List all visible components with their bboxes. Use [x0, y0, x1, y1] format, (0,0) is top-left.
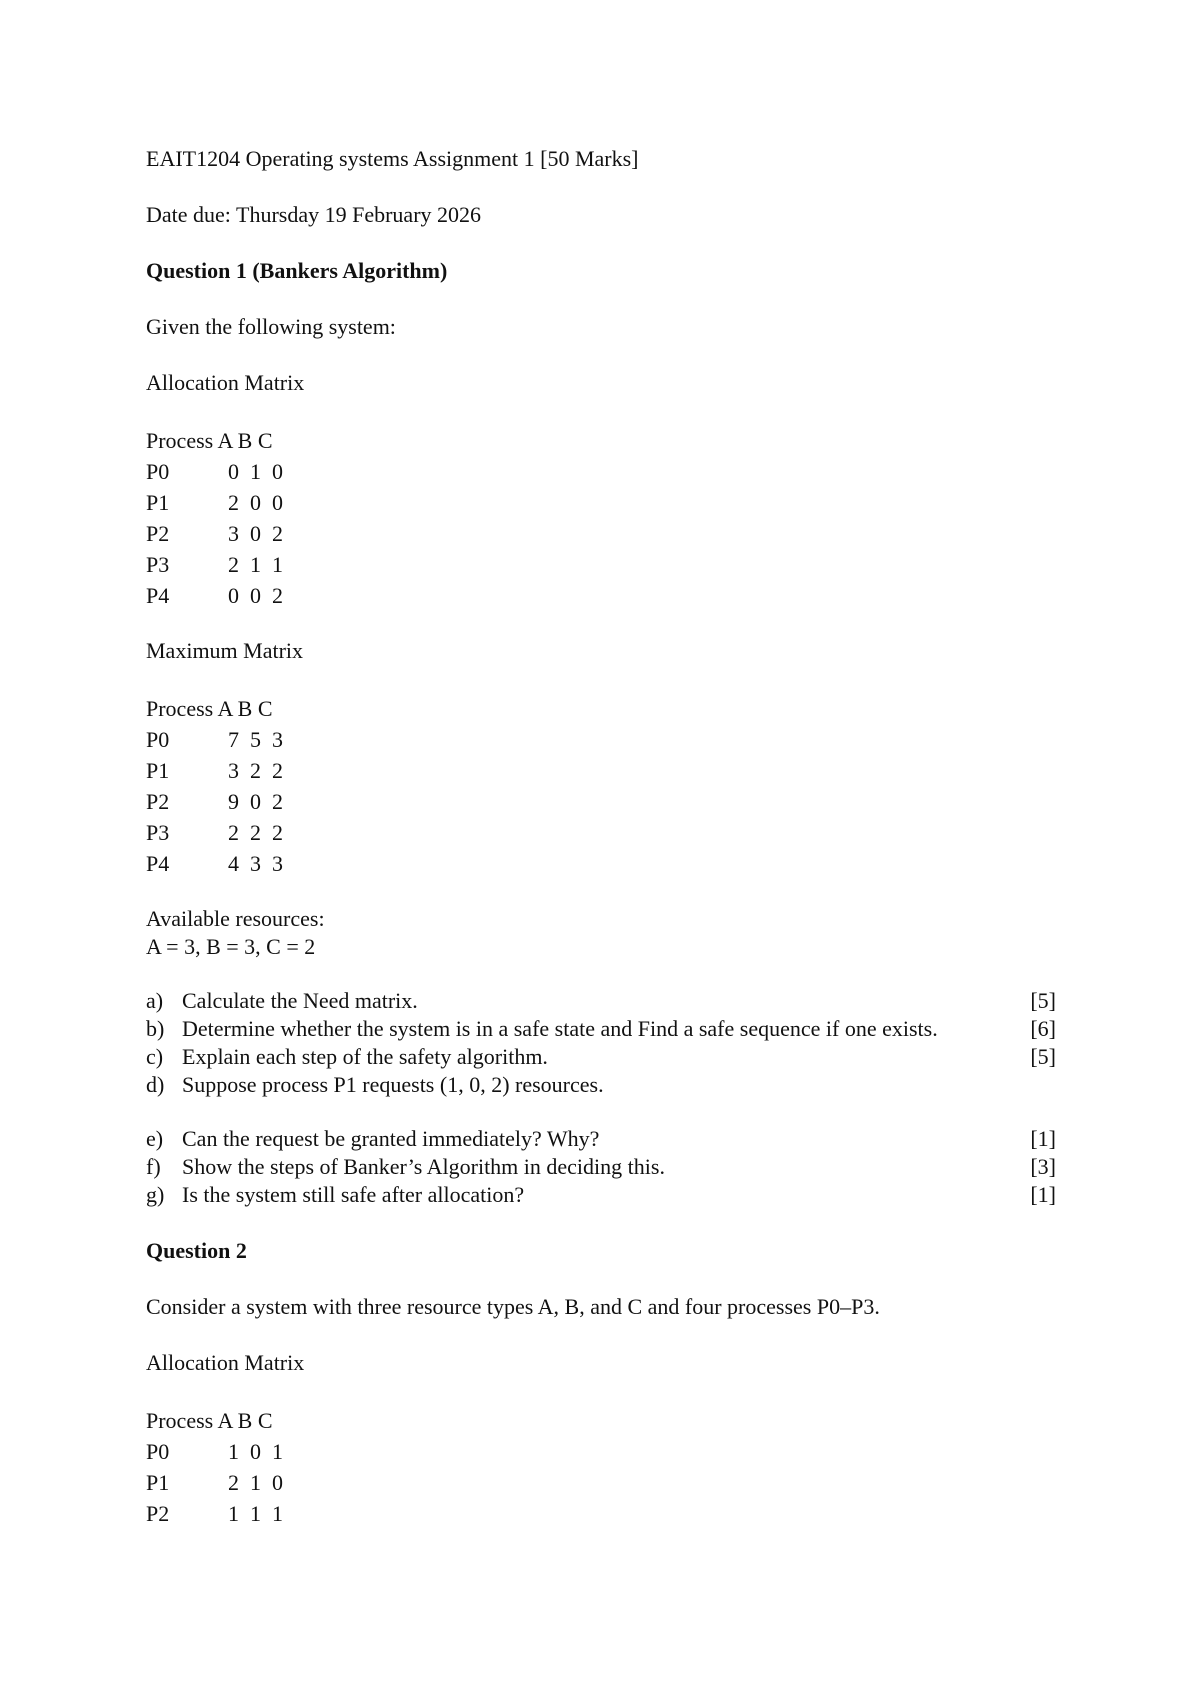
date-due: Date due: Thursday 19 February 2026 [146, 202, 482, 227]
matrix-row: P1 3 2 2 [146, 758, 283, 783]
marks-label: [1] [1030, 1126, 1056, 1151]
matrix-header: Process A B C [146, 696, 273, 721]
matrix-row: P4 0 0 2 [146, 583, 283, 608]
list-item: f) Show the steps of Banker’s Algorithm in deciding this. [3] [146, 1154, 1056, 1179]
list-item: b) Determine whether the system is in a safe state and Find a safe sequence if one exists. [6] [146, 1016, 1056, 1041]
document-page [146, 145, 1056, 1529]
maximum-matrix [146, 693, 1056, 879]
matrix-row: P4 4 3 3 [146, 851, 283, 876]
matrix-row: P2 9 0 2 [146, 789, 283, 814]
matrix-row: P2 3 0 2 [146, 521, 283, 546]
question-1-heading: Question 1 (Bankers Algorithm) [146, 258, 448, 283]
marks-label: [1] [1030, 1182, 1056, 1207]
matrix-row: P2 1 1 1 [146, 1501, 283, 1526]
assignment-title: EAIT1204 Operating systems Assignment 1 [50 Marks] [146, 146, 639, 171]
list-item: g) Is the system still safe after allocation? [1] [146, 1182, 1056, 1207]
marks-label: [6] [1030, 1016, 1056, 1041]
matrix-row: P0 1 0 1 [146, 1439, 283, 1464]
allocation-matrix [146, 1405, 1056, 1529]
question-1-intro: Given the following system: [146, 314, 396, 339]
maximum-matrix-label: Maximum Matrix [146, 638, 304, 663]
question-1 [146, 257, 1056, 1209]
matrix-row: P1 2 1 0 [146, 1470, 283, 1495]
allocation-matrix [146, 425, 1056, 611]
allocation-matrix-label: Allocation Matrix [146, 1350, 305, 1375]
available-resources-values: A = 3, B = 3, C = 2 [146, 934, 316, 959]
marks-label: [3] [1030, 1154, 1056, 1179]
question-1-request-parts-list [146, 1125, 1056, 1209]
list-item: c) Explain each step of the safety algorithm. [5] [146, 1044, 1056, 1069]
list-item: a) Calculate the Need matrix. [5] [146, 988, 1056, 1013]
marks-label: [5] [1030, 988, 1056, 1013]
matrix-row: P3 2 1 1 [146, 552, 283, 577]
allocation-matrix-label: Allocation Matrix [146, 370, 305, 395]
question-2 [146, 1237, 1056, 1529]
available-resources-label: Available resources: [146, 906, 325, 931]
marks-label: [5] [1030, 1044, 1056, 1069]
matrix-row: P0 7 5 3 [146, 727, 283, 752]
question-1-parts-list [146, 987, 1056, 1099]
matrix-row: P1 2 0 0 [146, 490, 283, 515]
question-2-heading: Question 2 [146, 1238, 247, 1263]
matrix-row: P0 0 1 0 [146, 459, 283, 484]
list-item: e) Can the request be granted immediately? Why? [1] [146, 1126, 1056, 1151]
matrix-header: Process A B C [146, 1408, 273, 1433]
matrix-row: P3 2 2 2 [146, 820, 283, 845]
list-item: d) Suppose process P1 requests (1, 0, 2) resources. [146, 1072, 604, 1097]
question-2-intro: Consider a system with three resource types A, B, and C and four processes P0–P3. [146, 1294, 880, 1319]
matrix-header: Process A B C [146, 428, 273, 453]
